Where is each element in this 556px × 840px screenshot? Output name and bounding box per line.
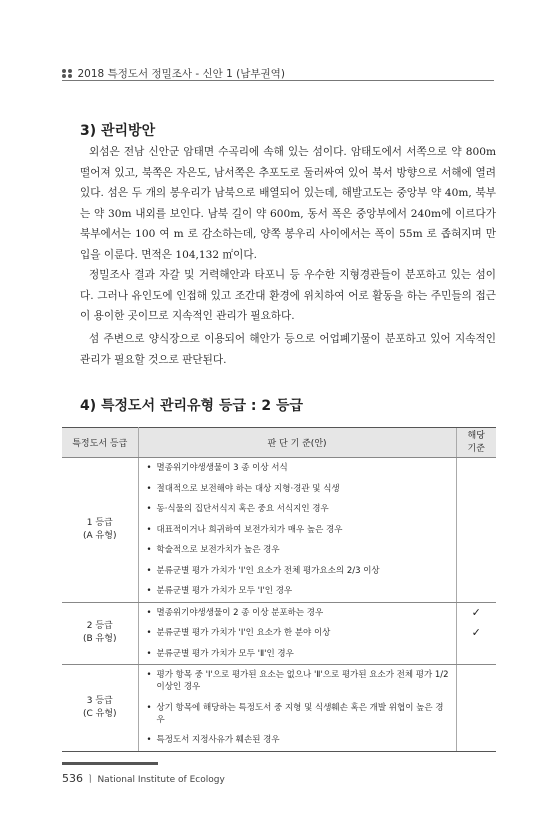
table-header-row bbox=[62, 428, 496, 458]
criteria-item: • 분류군별 평가 가치가 모두 'Ⅱ'인 경우 bbox=[147, 644, 450, 665]
header-divider bbox=[62, 80, 494, 81]
section-heading-grade: 4) 특정도서 관리유형 등급 : 2 등급 bbox=[80, 398, 304, 414]
applicable-cell bbox=[456, 665, 496, 752]
check-mark-icon bbox=[457, 730, 497, 751]
bullet-dots-icon bbox=[62, 69, 72, 79]
check-mark-icon: ✓ bbox=[471, 605, 481, 619]
check-mark-icon bbox=[457, 698, 497, 731]
criteria-cell bbox=[138, 602, 456, 665]
applicable-cell bbox=[456, 458, 496, 603]
running-header-text: 2018 특정도서 정밀조사 - 신안 1 (남부권역) bbox=[77, 68, 285, 80]
page-number: 536 bbox=[62, 772, 83, 785]
paragraph-waste-management: 섬 주변으로 양식장으로 이용되어 해안가 등으로 어업폐기물이 분포하고 있어 지속적인 관리가 필요할 것으로 판단된다. bbox=[80, 333, 496, 366]
paragraph-survey-result: 정밀조사 결과 자갈 및 거력해안과 타포니 등 우수한 지형경관들이 분포하고 있는 섬이다. 그러나 유인도에 인접해 있고 조간대 환경에 위치하여 어로 활동을 하는 주민들의 접근이 용이한 곳이므로 지속적인 관리가 필요하다. bbox=[80, 269, 496, 322]
criteria-item: • 평가 항목 중 'Ⅰ'으로 평가된 요소는 없으나 'Ⅱ'으로 평가된 요소가 전체 평가 1/2 이상인 경우 bbox=[147, 665, 450, 698]
footer-bar bbox=[62, 762, 158, 765]
criteria-list bbox=[139, 665, 456, 751]
footer-separator: ㅣ bbox=[85, 775, 95, 785]
criteria-item: • 분류군별 평가 가치가 'Ⅰ'인 요소가 한 분야 이상 bbox=[147, 623, 450, 644]
check-mark-icon: ✓ bbox=[471, 626, 481, 639]
column-header-applicable: 해당 기준 bbox=[456, 428, 496, 458]
table-row bbox=[62, 458, 496, 603]
grade-cell: 2 등급 (B 유형) bbox=[62, 602, 138, 665]
criteria-item: • 대표적이거나 희귀하여 보전가치가 매우 높은 경우 bbox=[147, 520, 450, 541]
check-mark-icon bbox=[457, 458, 497, 479]
criteria-item: • 특정도서 지정사유가 훼손된 경우 bbox=[147, 730, 450, 751]
criteria-item: • 동·식물의 집단서식지 혹은 중요 서식지인 경우 bbox=[147, 499, 450, 520]
check-mark-icon bbox=[457, 479, 497, 500]
criteria-list bbox=[139, 603, 456, 665]
check-mark-icon bbox=[457, 581, 497, 602]
criteria-cell bbox=[138, 458, 456, 603]
page-footer bbox=[62, 772, 225, 785]
check-mark-icon bbox=[457, 644, 497, 665]
applicable-cell bbox=[456, 602, 496, 665]
check-mark-icon bbox=[457, 540, 497, 561]
table-row bbox=[62, 665, 496, 752]
column-header-grade: 특정도서 등급 bbox=[62, 428, 138, 458]
check-mark-icon bbox=[457, 499, 497, 520]
criteria-item: • 멸종위기야생생물이 2 종 이상 분포하는 경우 bbox=[147, 603, 450, 624]
grade-cell: 3 등급 (C 유형) bbox=[62, 665, 138, 752]
criteria-item: • 절대적으로 보전해야 하는 대상 지형·경관 및 식생 bbox=[147, 479, 450, 500]
grade-cell: 1 등급 (A 유형) bbox=[62, 458, 138, 603]
criteria-item: • 멸종위기야생생물이 3 종 이상 서식 bbox=[147, 458, 450, 479]
criteria-item: • 상기 항목에 해당하는 특정도서 중 지형 및 식생훼손 혹은 개발 위협이 높은 경우 bbox=[147, 698, 450, 731]
check-mark-icon bbox=[457, 520, 497, 541]
footer-institute: National Institute of Ecology bbox=[97, 775, 225, 785]
table-row bbox=[62, 602, 496, 665]
paragraph-island-description: 외섬은 전남 신안군 암태면 수곡리에 속해 있는 섬이다. 암태도에서 서쪽으로 약 800m 떨어져 있고, 북쪽은 자은도, 남서쪽은 추포도로 둘러싸여 있어 북서 방향으로 서해에 열려 있다. 섬은 두 개의 봉우리가 남북으로 배열되어 있는데, 해발고도는 중앙부 약 40m, 북부는 약 30m 내외를 보인다. 남북 길이 약 600m, 동서 폭은 중앙부에서 240m에 이르다가 북부에서는 100 여 m 로 감소하는데, 양쪽 봉우리 사이에서는 폭이 55m 로 좁혀지며 만입을 이룬다. 면적은 104,132 ㎡이다. bbox=[80, 146, 496, 261]
section-heading-management: 3) 관리방안 bbox=[80, 123, 156, 139]
check-mark-icon bbox=[457, 561, 497, 582]
grade-criteria-table bbox=[62, 427, 496, 752]
check-mark-icon bbox=[457, 665, 497, 698]
column-header-criteria: 판 단 기 준(안) bbox=[138, 428, 456, 458]
running-header bbox=[62, 66, 285, 81]
criteria-item: • 학술적으로 보전가치가 높은 경우 bbox=[147, 540, 450, 561]
criteria-item: • 분류군별 평가 가치가 모두 'Ⅰ'인 경우 bbox=[147, 581, 450, 602]
criteria-list bbox=[139, 458, 456, 602]
criteria-cell bbox=[138, 665, 456, 752]
criteria-item: • 분류군별 평가 가치가 'Ⅰ'인 요소가 전체 평가요소의 2/3 이상 bbox=[147, 561, 450, 582]
